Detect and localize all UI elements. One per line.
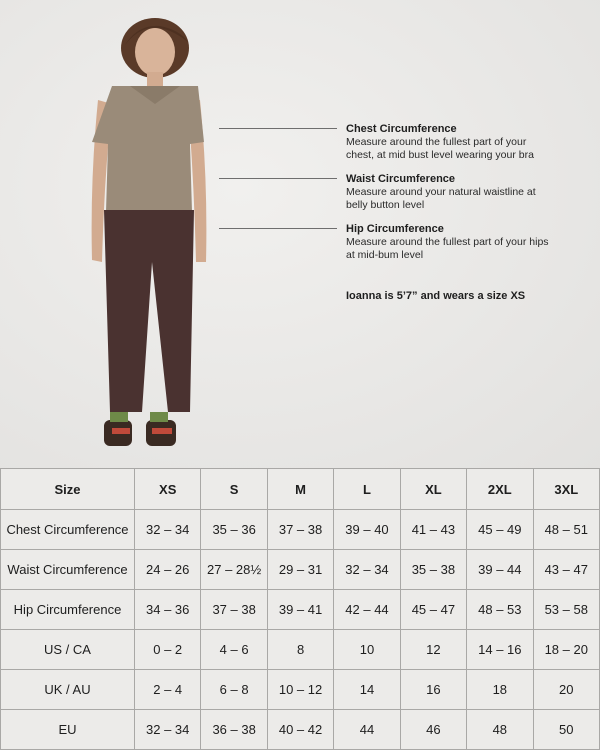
table-cell: 39 – 44 xyxy=(467,550,533,590)
table-cell: 35 – 36 xyxy=(201,510,267,550)
callout-desc: Measure around the fullest part of your hips xyxy=(346,236,549,248)
table-cell: 14 xyxy=(334,670,400,710)
table-cell: 24 – 26 xyxy=(135,550,201,590)
callout-desc: chest, at mid bust level wearing your bra xyxy=(346,149,534,161)
table-cell: 10 – 12 xyxy=(267,670,333,710)
table-cell: 42 – 44 xyxy=(334,590,400,630)
header-cell: XS xyxy=(135,469,201,510)
table-cell: 10 xyxy=(334,630,400,670)
row-label: EU xyxy=(1,710,135,750)
table-cell: 44 xyxy=(334,710,400,750)
row-label: US / CA xyxy=(1,630,135,670)
table-cell: 45 – 49 xyxy=(467,510,533,550)
header-cell: L xyxy=(334,469,400,510)
table-cell: 0 – 2 xyxy=(135,630,201,670)
hip-leader-line xyxy=(219,228,337,229)
table-cell: 32 – 34 xyxy=(334,550,400,590)
table-cell: 29 – 31 xyxy=(267,550,333,590)
table-cell: 36 – 38 xyxy=(201,710,267,750)
waist-callout xyxy=(346,173,586,212)
table-cell: 43 – 47 xyxy=(533,550,599,590)
header-cell: S xyxy=(201,469,267,510)
table-cell: 14 – 16 xyxy=(467,630,533,670)
table-cell: 8 xyxy=(267,630,333,670)
waist-leader-line xyxy=(219,178,337,179)
table-row xyxy=(1,630,600,670)
header-cell: XL xyxy=(400,469,466,510)
table-cell: 40 – 42 xyxy=(267,710,333,750)
table-cell: 46 xyxy=(400,710,466,750)
callout-title: Chest Circumference xyxy=(346,123,457,135)
table-cell: 35 – 38 xyxy=(400,550,466,590)
size-chart-table xyxy=(0,468,600,750)
row-label: Chest Circumference xyxy=(1,510,135,550)
table-cell: 37 – 38 xyxy=(267,510,333,550)
hip-callout xyxy=(346,223,586,262)
table-cell: 20 xyxy=(533,670,599,710)
table-row xyxy=(1,550,600,590)
table-cell: 27 – 28½ xyxy=(201,550,267,590)
table-cell: 50 xyxy=(533,710,599,750)
header-cell: Size xyxy=(1,469,135,510)
callout-desc: Measure around the fullest part of your xyxy=(346,136,527,148)
table-row xyxy=(1,590,600,630)
callout-desc: at mid-bum level xyxy=(346,249,424,261)
table-cell: 34 – 36 xyxy=(135,590,201,630)
table-cell: 6 – 8 xyxy=(201,670,267,710)
table-cell: 18 xyxy=(467,670,533,710)
row-label: Hip Circumference xyxy=(1,590,135,630)
table-cell: 4 – 6 xyxy=(201,630,267,670)
table-header-row xyxy=(1,469,600,510)
table-cell: 41 – 43 xyxy=(400,510,466,550)
callout-title: Waist Circumference xyxy=(346,173,456,185)
table-cell: 2 – 4 xyxy=(135,670,201,710)
table-row xyxy=(1,510,600,550)
header-cell: M xyxy=(267,469,333,510)
table-cell: 48 – 53 xyxy=(467,590,533,630)
table-cell: 37 – 38 xyxy=(201,590,267,630)
row-label: Waist Circumference xyxy=(1,550,135,590)
model-size-note: Ioanna is 5’7” and wears a size XS xyxy=(346,290,526,302)
table-row xyxy=(1,670,600,710)
callout-desc: Measure around your natural waistline at xyxy=(346,186,536,198)
table-cell: 39 – 40 xyxy=(334,510,400,550)
table-cell: 45 – 47 xyxy=(400,590,466,630)
row-label: UK / AU xyxy=(1,670,135,710)
table-cell: 16 xyxy=(400,670,466,710)
header-cell: 2XL xyxy=(467,469,533,510)
header-cell: 3XL xyxy=(533,469,599,510)
table-cell: 39 – 41 xyxy=(267,590,333,630)
table-cell: 53 – 58 xyxy=(533,590,599,630)
table-cell: 48 xyxy=(467,710,533,750)
callout-desc: belly button level xyxy=(346,199,425,211)
table-row xyxy=(1,710,600,750)
chest-leader-line xyxy=(219,128,337,129)
chest-callout xyxy=(346,123,586,162)
table-cell: 32 – 34 xyxy=(135,510,201,550)
table-cell: 32 – 34 xyxy=(135,710,201,750)
table-cell: 18 – 20 xyxy=(533,630,599,670)
callout-title: Hip Circumference xyxy=(346,223,444,235)
table-cell: 12 xyxy=(400,630,466,670)
table-cell: 48 – 51 xyxy=(533,510,599,550)
